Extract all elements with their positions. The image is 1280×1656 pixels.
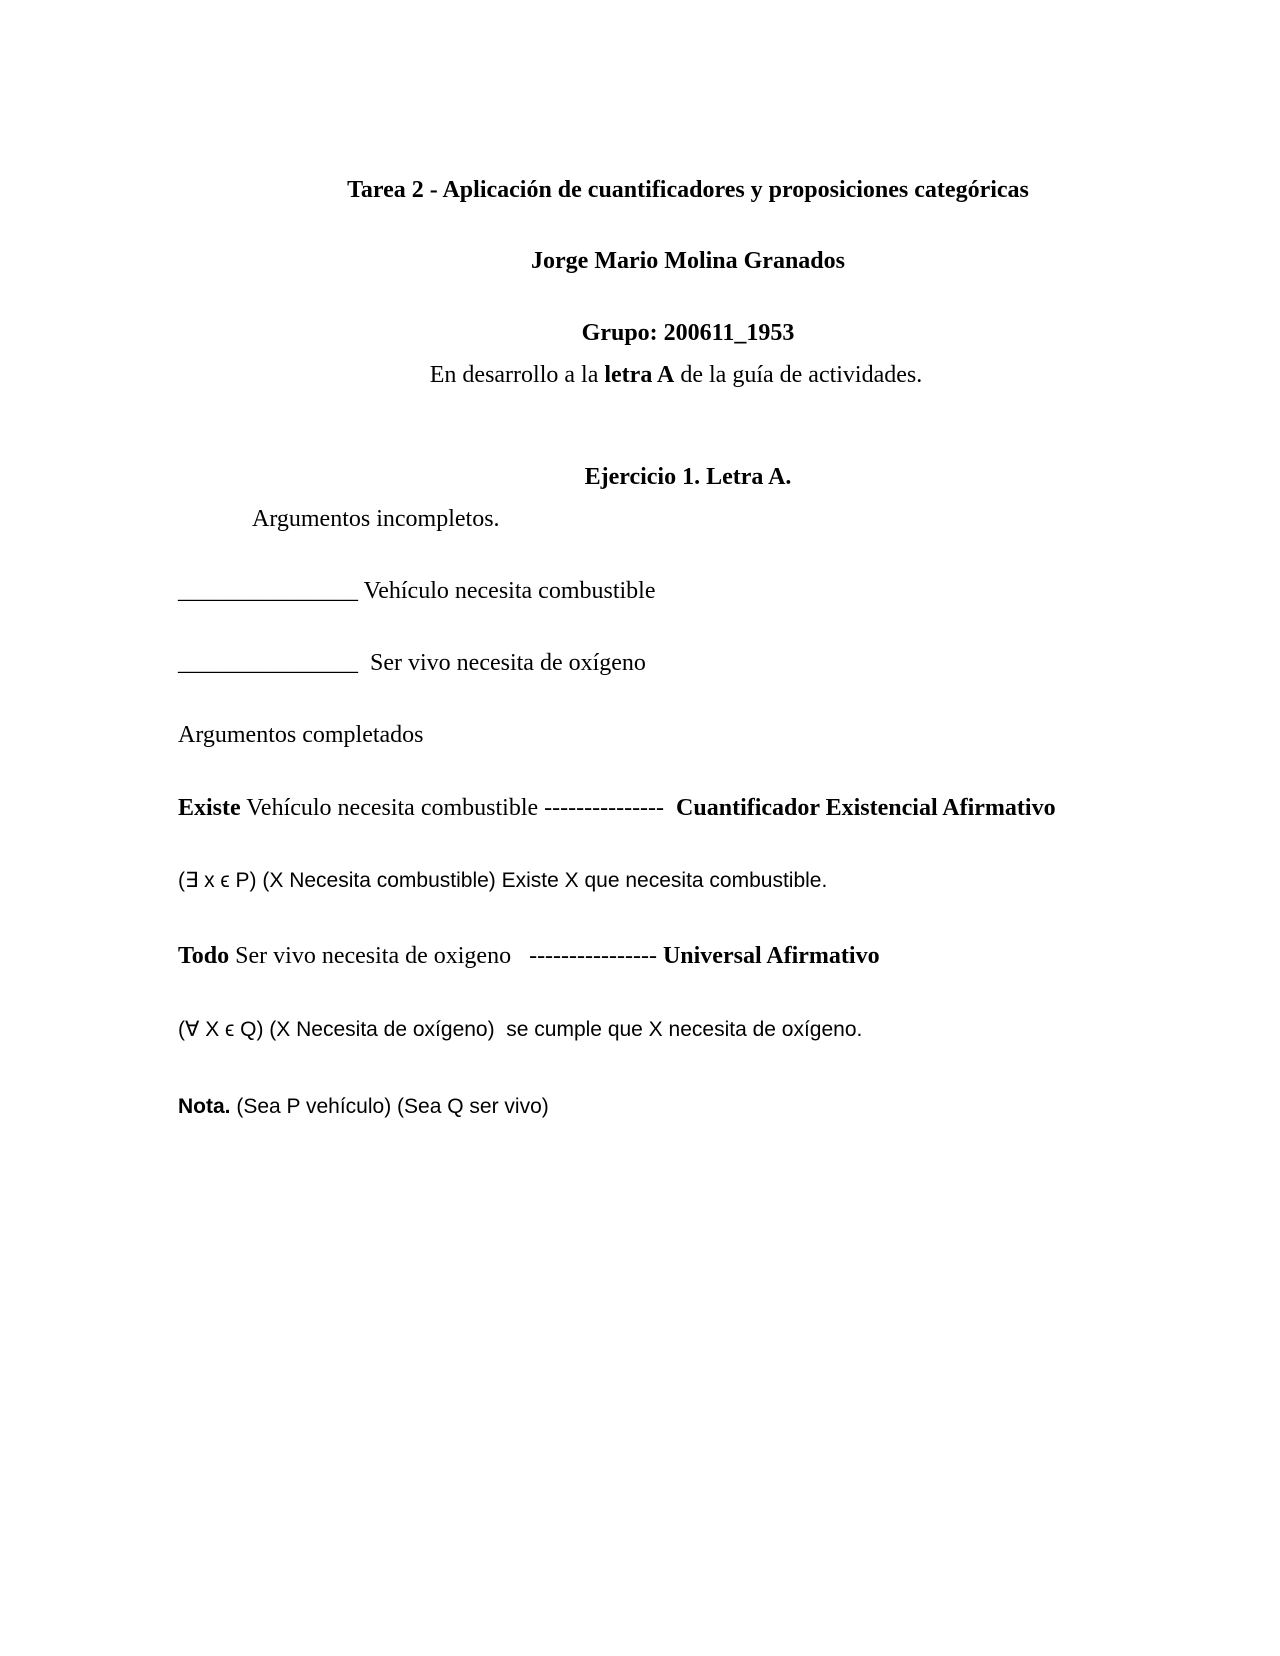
incomplete-argument-2: _______________ Ser vivo necesita de oxígeno: [178, 650, 646, 676]
universal-formula: (∀ X ϵ Q) (X Necesita de oxígeno) se cumple que X necesita de oxígeno.: [178, 1018, 863, 1041]
incomplete-argument-1: _______________ Vehículo necesita combustible: [178, 578, 656, 604]
universal-statement: Todo Ser vivo necesita de oxigeno ---------------- Universal Afirmativo: [178, 943, 880, 969]
existential-formula: (∃ x ϵ P) (X Necesita combustible) Existe X que necesita combustible.: [178, 869, 828, 892]
document-title: Tarea 2 - Aplicación de cuantificadores y proposiciones categóricas: [347, 177, 1029, 203]
incomplete-arguments-heading: Argumentos incompletos.: [252, 506, 500, 532]
exercise-heading: Ejercicio 1. Letra A.: [584, 464, 792, 490]
author-name: Jorge Mario Molina Granados: [531, 248, 845, 274]
completed-arguments-heading: Argumentos completados: [178, 722, 424, 748]
group-number: Grupo: 200611_1953: [581, 320, 795, 346]
blank-line: _______________: [178, 578, 358, 604]
existential-statement: Existe Vehículo necesita combustible --------------- Cuantificador Existencial Afirmativo: [178, 795, 1056, 821]
blank-line: _______________: [178, 650, 358, 676]
note: Nota. (Sea P vehículo) (Sea Q ser vivo): [178, 1095, 549, 1118]
intro-line: En desarrollo a la letra A de la guía de actividades.: [429, 362, 923, 388]
